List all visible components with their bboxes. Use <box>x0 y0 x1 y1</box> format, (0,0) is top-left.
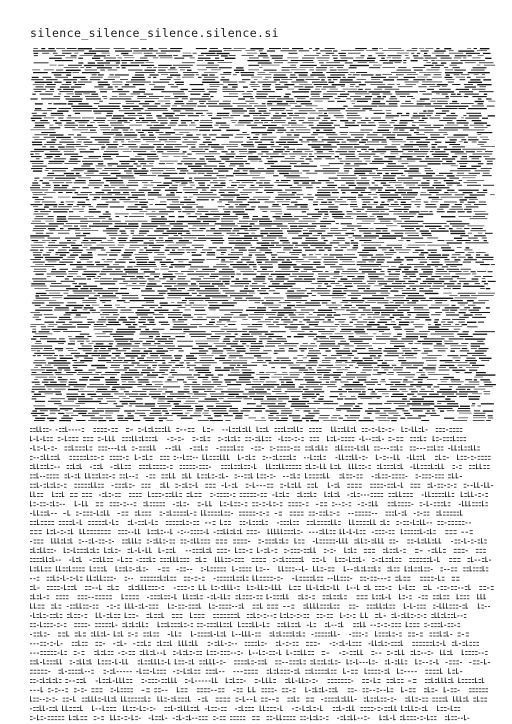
title-line: silence_silence_silence.silence.si <box>30 26 280 40</box>
